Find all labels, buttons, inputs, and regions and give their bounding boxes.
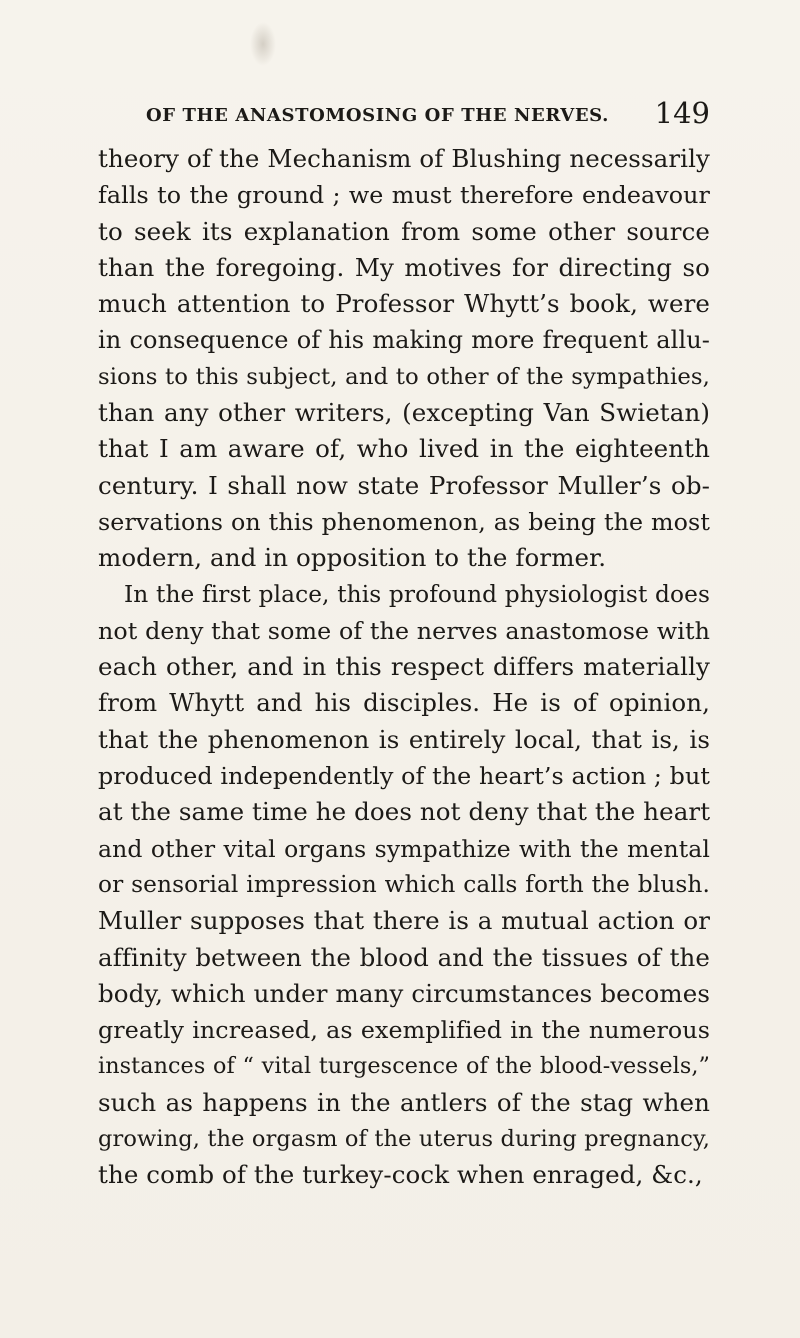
text-line: modern, and in opposition to the former. (98, 543, 607, 573)
text-line: that I am aware of, who lived in the eighteenth (98, 434, 710, 464)
page-smudge (250, 22, 276, 66)
text-line: produced independently of the heart’s action ; but (98, 762, 710, 791)
text-line: or sensorial impression which calls forth the blush. (98, 870, 710, 898)
text-line: such as happens in the antlers of the stag when (98, 1087, 710, 1117)
text-line: to seek its explanation from some other source (98, 216, 710, 246)
text-line: than any other writers, (excepting Van Swietan) (98, 398, 710, 428)
text-line: that the phenomenon is entirely local, that is, is (98, 724, 710, 754)
text-line: at the same time he does not deny that the heart (98, 797, 711, 827)
text-line: the comb of the turkey-cock when enraged, &c., (98, 1160, 703, 1190)
text-line: than the foregoing. My motives for directing so (98, 252, 710, 282)
text-line: greatly increased, as exemplified in the numerous (98, 1016, 710, 1045)
text-line: much attention to Professor Whytt’s book, were (98, 289, 710, 319)
text-line: theory of the Mechanism of Blushing necessarily (98, 144, 710, 173)
text-line: each other, and in this respect differs materially (98, 652, 710, 682)
page-number: 149 (654, 96, 710, 130)
text-line: and other vital organs sympathize with the mental (98, 834, 710, 863)
text-line: sions to this subject, and to other of the sympathies, (98, 363, 710, 390)
text-line: body, which under many circumstances becomes (98, 978, 710, 1008)
text-line: not deny that some of the nerves anastomose with (98, 616, 710, 645)
text-line: in consequence of his making more frequent allu- (98, 326, 710, 355)
text-line: servations on this phenomenon, as being the most (98, 507, 710, 536)
text-line: instances of “ vital turgescence of the blood-vessels,” (98, 1053, 710, 1080)
text-line: Muller supposes that there is a mutual action or (98, 906, 710, 936)
text-line: affinity between the blood and the tissues of the (98, 942, 710, 972)
running-title: OF THE ANASTOMOSING OF THE NERVES. (146, 105, 609, 126)
body-text (98, 141, 710, 1194)
text-line: falls to the ground ; we must therefore endeavour (98, 181, 710, 210)
text-line: century. I shall now state Professor Muller’s ob- (98, 470, 710, 500)
text-line: from Whytt and his disciples. He is of opinion, (98, 688, 710, 718)
text-line: In the first place, this profound physiologist does (124, 580, 710, 608)
running-head (146, 96, 710, 136)
text-line: growing, the orgasm of the uterus during pregnancy, (98, 1126, 710, 1153)
